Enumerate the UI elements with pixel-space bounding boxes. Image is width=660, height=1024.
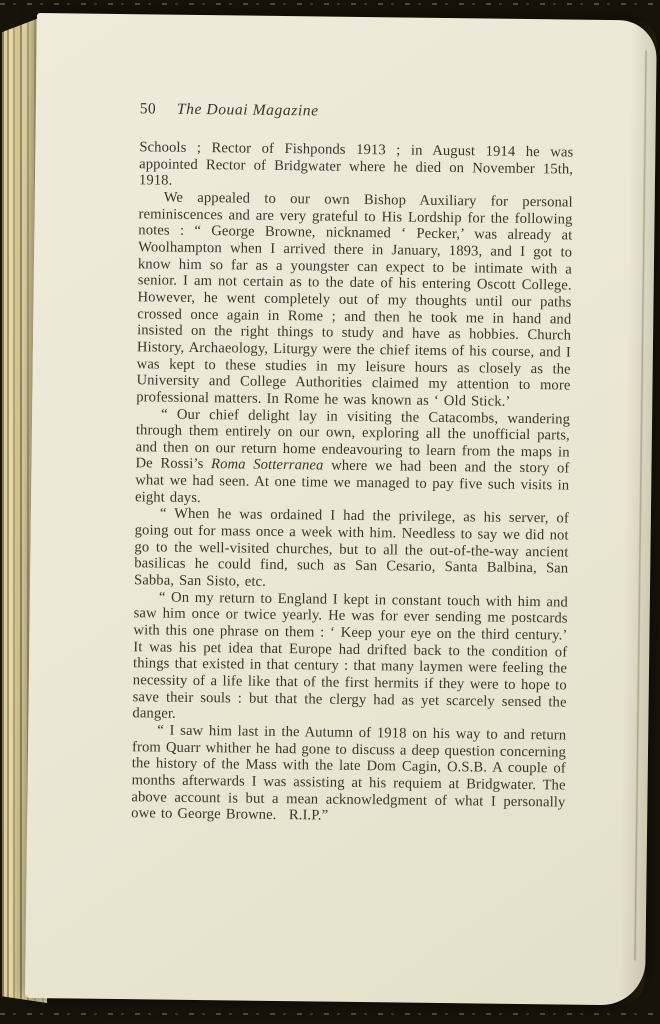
paragraph-text: We appealed to our own Bishop Auxiliary for personal reminiscences and are very grateful to His Lordship for the following notes : “ George Browne, nicknamed ‘ Pecker,’ was already at Woolhampton when I arrived there in January, 1893, and I got to know him so far as a youngster can expect to be intimate with a senior. I am not certain as to the date of his entering Oscott College. However, he went completely out of my thoughts until our paths crossed once again in Rome ; and then he took me in hand and insisted on the right things to study and have as hobbies. Church History, Archaeology, Liturgy were the chief items of his course, and I was kept to these studies in my leisure hours as closely as the University and College Authorities claimed my attention to more professional matters. In Rome he was known as ‘ Old Stick.’ xyxy=(136,189,573,410)
paragraph-text: Schools ; Rector of Fishponds 1913 ; in August 1914 he was appointed Rector of Bridgwater where he died on November 15th, 1918. xyxy=(138,139,574,189)
paragraph-text: “ On my return to England I kept in constant touch with him and saw him once or twice yearly. He was for ever sending me postcards with this one phrase on them : ‘ Keep your eye on the third century.’ It was his pet idea that Europe had drifted back to the condition of things that existed in that century : that many laymen were feeling the necessity of a life like that of the first hermits if they were to hope to save their souls : but that the clergy had as yet scarcely sensed the danger. xyxy=(132,589,568,723)
paragraph-text: “ Our chief delight lay in visiting the Catacombs, wandering through them entirely on our own, exploring all the unofficial parts, and then on our return home endeavouring to learn from the maps in De Rossi’s xyxy=(135,406,571,473)
page-body-area xyxy=(131,100,574,827)
running-title: The Douai Magazine xyxy=(176,100,319,120)
paragraph xyxy=(134,506,569,595)
page-number: 50 xyxy=(139,100,157,118)
page-body xyxy=(131,139,573,827)
italic-book-title: Roma Sotterranea xyxy=(210,456,324,475)
page-gutter-crease xyxy=(633,50,647,960)
paragraph-text: “ I saw him last in the Autumn of 1918 on his way to and return from Quarr whither he had gone to discuss a deep question concerning the history of the Mass with the late Dom Cagin, O.S.B. A couple of months afterwards I was assisting at his requiem at Bridgwater. The above account is but a mean acknowledgment of what I personally owe to George Browne. R.I.P.” xyxy=(131,722,567,824)
paragraph xyxy=(139,139,574,194)
paragraph xyxy=(136,189,573,411)
paragraph-text: “ When he was ordained I had the privilege, as his server, of going out for mass once a week with him. Needless to say we did not go to the well-visited churches, but to all the out-of-the-way ancient basilicas he could find, such as San Cesario, Santa Balbina, San Sabba, San Sisto, etc. xyxy=(133,505,569,590)
paragraph xyxy=(132,589,568,728)
paragraph xyxy=(135,406,570,511)
paragraph-text: where we had been and the story of what we had seen. At one time we managed to pay five such visits in eight days. xyxy=(134,458,570,506)
cover-edge-highlight-bottom xyxy=(0,1013,660,1015)
paragraph xyxy=(131,722,566,827)
cover-edge-highlight-top xyxy=(0,3,660,5)
running-header xyxy=(140,100,574,123)
book-page xyxy=(25,13,657,1006)
